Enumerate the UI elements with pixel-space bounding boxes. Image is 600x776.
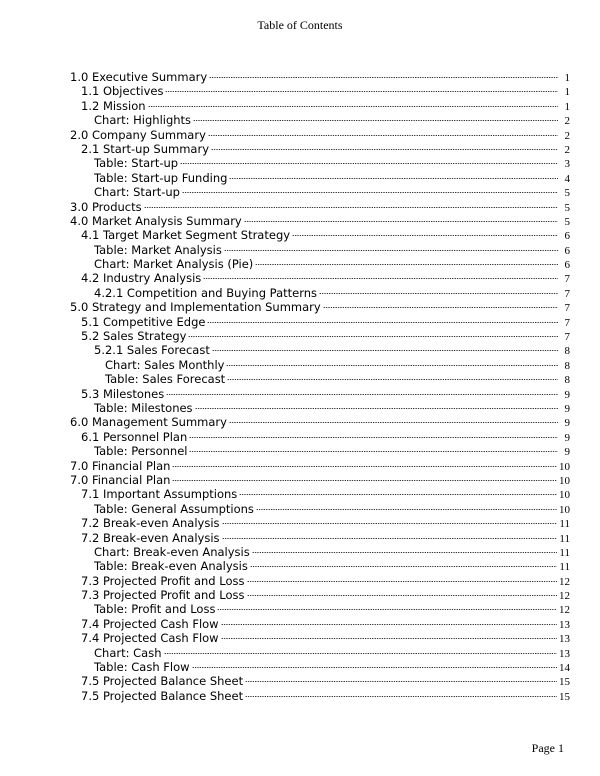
dot-leader [247,595,558,596]
toc-entry[interactable] [70,257,570,271]
toc-entry-label: 6.1 Personnel Plan [81,429,188,444]
toc-entry-page: 11 [559,532,570,545]
toc-entry-page: 10 [559,474,570,487]
toc-entry-page: 12 [559,590,570,603]
toc-entry[interactable] [70,142,570,156]
toc-entry[interactable] [70,646,570,660]
dot-leader [193,120,558,121]
toc-entry[interactable] [70,660,570,674]
dot-leader [319,293,558,294]
toc-entry-label: 2.1 Start-up Summary [81,141,210,156]
table-of-contents [70,70,570,703]
toc-entry-page: 13 [559,618,570,631]
toc-entry-page: 9 [564,431,570,444]
dot-leader [222,538,558,539]
dot-leader [211,149,558,150]
toc-entry-page: 14 [559,662,570,675]
toc-entry-label: 1.0 Executive Summary [70,70,208,84]
page-number: Page 1 [531,741,564,755]
dot-leader [255,264,558,265]
dot-leader [192,667,557,668]
toc-entry[interactable] [70,459,570,473]
toc-entry-label: 7.2 Break-even Analysis [81,516,220,531]
toc-entry-label: 4.2.1 Competition and Buying Patterns [94,285,318,300]
toc-entry-label: 7.4 Projected Cash Flow [81,631,219,646]
toc-entry-page: 9 [564,417,570,430]
document-title: Table of Contents [257,18,343,32]
toc-entry-label: 5.2.1 Sales Forecast [94,343,210,358]
toc-entry[interactable] [70,329,570,343]
toc-entry-page: 2 [564,115,570,128]
toc-entry-page: 10 [559,503,570,516]
toc-entry-page: 7 [564,287,570,300]
toc-entry-page: 5 [564,215,570,228]
toc-entry[interactable] [70,689,570,703]
toc-entry-page: 7 [564,316,570,329]
dot-leader [164,653,558,654]
toc-entry[interactable] [70,70,570,84]
dot-leader [252,552,558,553]
toc-entry-label: Table: General Assumptions [94,501,254,516]
toc-entry[interactable] [70,372,570,386]
toc-entry[interactable] [70,128,570,142]
toc-entry-label: 7.4 Projected Cash Flow [81,616,219,631]
toc-entry-label: 1.2 Mission [81,98,146,113]
toc-entry-label: Table: Start-up Funding [94,170,228,185]
dot-leader [188,336,558,337]
toc-entry[interactable] [70,300,570,314]
toc-entry[interactable] [70,113,570,127]
toc-entry[interactable] [70,401,570,415]
toc-entry-page: 2 [564,143,570,156]
toc-entry-page: 2 [564,129,570,142]
toc-entry[interactable] [70,315,570,329]
toc-entry-page: 10 [559,489,570,502]
toc-entry-label: 7.5 Projected Balance Sheet [81,674,244,689]
toc-entry-label: Chart: Start-up [94,185,180,200]
toc-entry-label: Table: Cash Flow [94,660,190,675]
toc-entry-page: 9 [564,388,570,401]
toc-entry[interactable] [70,214,570,228]
toc-entry-label: Table: Sales Forecast [105,372,226,387]
toc-entry-label: Table: Personnel [94,444,188,459]
toc-entry[interactable] [70,243,570,257]
toc-entry-label: 6.0 Management Summary [70,415,227,430]
dot-leader [209,77,558,78]
toc-entry-page: 15 [559,676,570,689]
toc-entry-page: 8 [564,374,570,387]
toc-entry-page: 11 [559,518,570,531]
dot-leader [244,221,558,222]
dot-leader [245,681,557,682]
dot-leader [226,365,558,366]
toc-entry-label: Table: Start-up [94,156,179,171]
dot-leader [224,250,558,251]
toc-entry[interactable] [70,171,570,185]
toc-entry[interactable] [70,516,570,530]
toc-entry-label: Chart: Highlights [94,113,192,128]
toc-entry-page: 4 [564,172,570,185]
toc-entry-page: 13 [559,633,570,646]
toc-entry[interactable] [70,588,570,602]
dot-leader [256,509,557,510]
toc-entry[interactable] [70,473,570,487]
toc-entry-label: Chart: Market Analysis (Pie) [94,257,254,272]
toc-entry-label: 2.0 Company Summary [70,127,206,142]
dot-leader [203,278,558,279]
toc-entry-label: Table: Break-even Analysis [94,559,248,574]
toc-entry-label: 7.0 Financial Plan [70,458,171,473]
dot-leader [221,638,557,639]
toc-entry[interactable] [70,415,570,429]
dot-leader [229,422,558,423]
toc-entry[interactable] [70,602,570,616]
dot-leader [189,437,558,438]
dot-leader [323,307,558,308]
toc-entry[interactable] [70,531,570,545]
toc-entry-label: 5.2 Sales Strategy [81,329,187,344]
dot-leader [222,523,558,524]
toc-entry[interactable] [70,617,570,631]
toc-entry-label: 3.0 Products [70,199,142,214]
toc-entry-label: 5.1 Competitive Edge [81,314,206,329]
dot-leader [166,394,558,395]
dot-leader [180,163,558,164]
toc-entry-page: 5 [564,187,570,200]
toc-entry-page: 1 [564,100,570,113]
toc-entry-label: 7.0 Financial Plan [70,472,171,487]
toc-entry[interactable] [70,343,570,357]
dot-leader [227,379,558,380]
toc-entry-page: 8 [564,359,570,372]
toc-entry[interactable] [70,286,570,300]
toc-entry-label: 4.1 Target Market Segment Strategy [81,228,291,243]
dot-leader [182,192,558,193]
dot-leader [172,466,557,467]
toc-entry[interactable] [70,200,570,214]
toc-entry-label: Chart: Sales Monthly [105,357,225,372]
toc-entry[interactable] [70,430,570,444]
dot-leader [217,609,557,610]
toc-entry-label: Chart: Cash [94,645,162,660]
toc-entry[interactable] [70,185,570,199]
toc-entry-label: Table: Milestones [94,400,193,415]
dot-leader [195,408,558,409]
dot-leader [148,106,558,107]
toc-entry-label: Table: Market Analysis [94,242,222,257]
toc-entry-page: 6 [564,244,570,257]
toc-entry-label: 5.3 Milestones [81,386,165,401]
dot-leader [292,235,558,236]
toc-entry[interactable] [70,502,570,516]
toc-entry-page: 7 [564,302,570,315]
toc-entry-label: 7.3 Projected Profit and Loss [81,588,245,603]
toc-entry[interactable] [70,156,570,170]
toc-entry[interactable] [70,99,570,113]
toc-entry[interactable] [70,387,570,401]
toc-entry[interactable] [70,559,570,573]
toc-entry[interactable] [70,444,570,458]
toc-entry-label: 4.2 Industry Analysis [81,271,202,286]
toc-entry[interactable] [70,228,570,242]
dot-leader [172,480,557,481]
toc-entry[interactable] [70,271,570,285]
toc-entry[interactable] [70,84,570,98]
toc-entry-label: 1.1 Objectives [81,84,164,99]
toc-entry-label: Table: Profit and Loss [94,602,216,617]
toc-entry[interactable] [70,631,570,645]
toc-entry[interactable] [70,487,570,501]
toc-entry-page: 7 [564,273,570,286]
dot-leader [189,451,558,452]
toc-entry-page: 13 [559,647,570,660]
toc-entry-page: 8 [564,345,570,358]
dot-leader [239,494,557,495]
dot-leader [208,135,558,136]
toc-entry-label: 7.2 Break-even Analysis [81,530,220,545]
toc-entry-label: 7.1 Important Assumptions [81,487,238,502]
toc-entry-page: 15 [559,690,570,703]
dot-leader [212,350,558,351]
dot-leader [245,696,557,697]
toc-entry-label: Chart: Break-even Analysis [94,544,250,559]
toc-entry-page: 9 [564,402,570,415]
toc-entry-label: 7.3 Projected Profit and Loss [81,573,245,588]
toc-entry-page: 6 [564,230,570,243]
toc-entry[interactable] [70,574,570,588]
toc-entry-label: 5.0 Strategy and Implementation Summary [70,300,321,315]
dot-leader [207,322,558,323]
toc-entry-page: 11 [559,561,570,574]
dot-leader [247,581,558,582]
toc-entry[interactable] [70,674,570,688]
dot-leader [221,624,557,625]
toc-entry-label: 7.5 Projected Balance Sheet [81,688,244,703]
dot-leader [229,178,558,179]
dot-leader [144,207,558,208]
toc-entry-page: 5 [564,201,570,214]
toc-entry-page: 1 [564,86,570,99]
dot-leader [165,91,558,92]
toc-entry-page: 11 [559,546,570,559]
toc-entry-label: 4.0 Market Analysis Summary [70,213,242,228]
toc-entry[interactable] [70,545,570,559]
toc-entry[interactable] [70,358,570,372]
toc-entry-page: 9 [564,446,570,459]
toc-entry-page: 12 [559,575,570,588]
toc-entry-page: 10 [559,460,570,473]
toc-entry-page: 1 [564,72,570,84]
dot-leader [250,566,558,567]
toc-entry-page: 3 [564,158,570,171]
toc-entry-page: 7 [564,331,570,344]
toc-entry-page: 12 [559,604,570,617]
toc-entry-page: 6 [564,259,570,272]
